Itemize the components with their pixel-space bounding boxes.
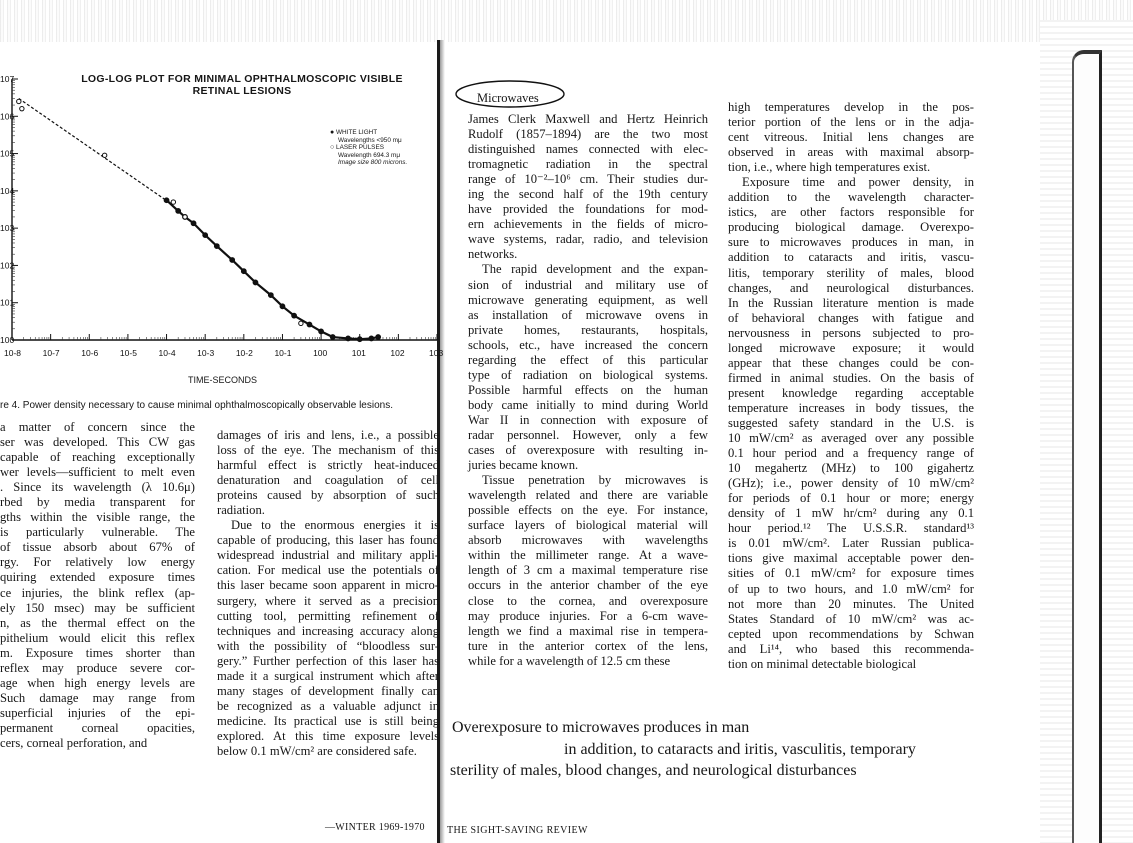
- text-line: 10 mW/cm² as averaged over any possible: [728, 431, 974, 446]
- text-line: private homes, restaurants, hospitals,: [468, 322, 708, 337]
- text-line: n, as the thermal effect on the: [0, 615, 195, 630]
- text-line: medicine. Its practical use is still being: [217, 713, 439, 728]
- text-line: this laser became soon apparent in micro-: [217, 578, 439, 593]
- text-line: present knowledge regarding acceptable: [728, 385, 974, 400]
- white-light-point: [191, 221, 196, 226]
- laser-pulse-point: [17, 99, 21, 103]
- text-line: damages of iris and lens, i.e., a possible: [217, 428, 439, 442]
- trend-line-solid: [167, 200, 379, 339]
- laser-pulse-point: [20, 106, 24, 110]
- text-line: techniques and increasing accuracy along: [217, 623, 439, 638]
- text-line: capable of producing, this laser has found: [217, 533, 439, 548]
- text-line: schools, etc., have increased the concern: [468, 337, 708, 352]
- text-line: temperature increases in body tissues, the: [728, 400, 974, 415]
- white-light-point: [214, 244, 219, 249]
- x-tick-label: 10-2: [235, 348, 253, 358]
- y-tick-label: 101: [0, 297, 15, 308]
- page-edge-right: [1072, 50, 1102, 843]
- text-line: hour period.¹² The U.S.S.R. standard¹³: [728, 521, 974, 536]
- text-line: surface layers of biological material will: [468, 518, 708, 533]
- text-line: rgy. For relatively low energy: [0, 555, 195, 570]
- text-line: observed in areas with maximal absorp-: [728, 145, 974, 160]
- text-line: occurs in the anterior chamber of the eye: [468, 578, 708, 593]
- section-heading: Microwaves: [477, 91, 539, 105]
- text-line: of up to two hours, and 1.0 mW/cm² for: [728, 581, 974, 596]
- text-line: tromagnetic radiation in the spectral: [468, 157, 708, 172]
- text-line: permanent corneal opacities,: [0, 720, 195, 735]
- text-line: 10 megahertz (MHz) to 100 gigahertz: [728, 461, 974, 476]
- y-tick-label: 107: [0, 74, 15, 84]
- text-line: War II in connection with exposure of: [468, 412, 708, 427]
- text-line: radiation.: [217, 503, 265, 518]
- x-tick-label: 10-6: [81, 348, 99, 358]
- text-line: rbed by media transparent for: [0, 495, 195, 510]
- text-line: superficial injuries of the epi-: [0, 705, 195, 720]
- text-line: Exposure time and power density, in: [742, 175, 974, 190]
- text-line: ser was developed. This CW gas: [0, 435, 195, 450]
- text-line: of behavioral changes with fatigue and: [728, 310, 974, 325]
- y-tick-label: 106: [0, 111, 15, 122]
- white-light-point: [268, 293, 273, 298]
- text-line: ing the second half of the 19th century: [468, 187, 708, 202]
- text-line: be recognized as a valuable adjunct in: [217, 698, 439, 713]
- figure-caption: re 4. Power density necessary to cause minimal ophthalmoscopically observable lesions.: [0, 400, 393, 411]
- text-line: terior portion of the lens or in the adja-: [728, 115, 974, 130]
- text-line: States Standard of 10 mW/cm² was ac-: [728, 611, 974, 626]
- text-line: for periods of 0.1 hour or more; energy: [728, 491, 974, 506]
- footer-left: —WINTER 1969-1970: [325, 822, 425, 833]
- x-tick-label: 103: [429, 348, 444, 358]
- text-line: age when high energy levels are: [0, 675, 195, 690]
- x-tick-label: 100: [313, 348, 328, 358]
- x-tick-label: 10-8: [4, 348, 22, 358]
- text-line: sure to microwaves produces in man, in: [728, 235, 974, 250]
- legend-item-laser: ○ LASER PULSES: [330, 144, 384, 151]
- text-line: juries became known.: [468, 458, 579, 473]
- x-tick-label: 10-1: [274, 348, 292, 358]
- text-line: made it a surgical instrument which after: [217, 668, 439, 683]
- text-line: not more than 20 minutes. The United: [728, 596, 974, 611]
- text-line: widespread industrial and military appli-: [217, 548, 439, 563]
- right-page-column-2: [728, 100, 974, 672]
- text-line: cepted upon recommendations by Schwan: [728, 626, 974, 641]
- x-tick-label: 10-7: [42, 348, 60, 358]
- middle-column-text: [217, 428, 439, 759]
- text-line: harmful effect is strictly heat-induced: [217, 458, 439, 473]
- text-line: tions give maximal acceptable power den-: [728, 551, 974, 566]
- text-line: may produce injuries. For a 6-cm wave-: [468, 608, 708, 623]
- text-line: Such damage may range from: [0, 690, 195, 705]
- legend-item-white-light: ● WHITE LIGHT: [330, 129, 378, 136]
- text-line: range of 10⁻²–10⁶ cm. Their studies dur-: [468, 172, 708, 187]
- text-line: type of radiation on biological systems.: [468, 367, 708, 382]
- text-line: explored. At this time exposure levels: [217, 728, 439, 743]
- text-line: producing biological damage. Overexpo-: [728, 220, 974, 235]
- text-line: within the millimeter range. At a wave-: [468, 548, 708, 563]
- white-light-point: [164, 198, 169, 203]
- text-line: nervousness in persons subjected to pro-: [728, 325, 974, 340]
- y-tick-label: 105: [0, 148, 15, 159]
- text-line: surgery, where it served as a precision: [217, 593, 439, 608]
- text-line: regarding the effect of this particular: [468, 352, 708, 367]
- text-line: possible effects on the eye. For instance,: [468, 503, 708, 518]
- white-light-point: [203, 233, 208, 238]
- text-line: distinguished names connected with elec-: [468, 142, 708, 157]
- laser-pulse-point: [171, 200, 175, 204]
- x-tick-label: 10-3: [197, 348, 215, 358]
- text-line: wavelength related and there are variable: [468, 488, 708, 503]
- right-page-column-1: [468, 112, 708, 669]
- legend-note: Image size 800 microns.: [338, 159, 408, 166]
- text-line: ture in the anterior cortex of the lens,: [468, 638, 708, 653]
- y-tick-label: 104: [0, 185, 15, 196]
- text-line: 0.1 hour period and a frequency range of: [728, 446, 974, 461]
- text-line: cutting tool, permitting refinement of: [217, 608, 439, 623]
- text-line: cation. For medical use the potentials of: [217, 563, 439, 578]
- text-line: wave systems, radar, radio, and television: [468, 232, 708, 247]
- text-line: a matter of concern since the: [0, 420, 195, 434]
- text-line: capable of reaching exceptionally: [0, 450, 195, 465]
- x-tick-label: 10-4: [158, 348, 176, 358]
- text-line: addition to cataracts and iritis, vascu-: [728, 250, 974, 265]
- text-line: radar personnel. However, only a few: [468, 427, 708, 442]
- x-axis-label: TIME-SECONDS: [188, 375, 258, 385]
- text-line: Rudolf (1857–1894) are the two most: [468, 127, 708, 142]
- text-line: absorb microwaves with wavelengths: [468, 533, 708, 548]
- laser-pulse-point: [102, 153, 106, 157]
- text-line: networks.: [468, 247, 518, 262]
- legend-detail-laser: Wavelength 694.3 mμ: [338, 151, 401, 159]
- text-line: gery.” Further perfection of this laser has: [217, 653, 439, 668]
- laser-pulse-point: [183, 215, 187, 219]
- log-log-chart: [0, 65, 445, 395]
- laser-pulse-point: [299, 321, 303, 325]
- text-line: tion, i.e., where high temperatures exist.: [728, 160, 931, 175]
- y-tick-label: 100: [0, 335, 15, 345]
- text-line: changes, and neurological disturbances.: [728, 280, 974, 295]
- text-line: length we find a maximal rise in tempera-: [468, 623, 708, 638]
- text-line: ern achievements in the fields of micro-: [468, 217, 708, 232]
- x-tick-label: 10-5: [119, 348, 137, 358]
- text-line: addition to the wavelength character-: [728, 190, 974, 205]
- text-line: Possible harmful effects on the human: [468, 382, 708, 397]
- white-light-point: [307, 322, 312, 327]
- text-line: microwave generating equipment, as well: [468, 292, 708, 307]
- y-tick-label: 102: [0, 260, 15, 271]
- chart-legend: [330, 129, 407, 167]
- x-tick-label: 102: [390, 348, 405, 358]
- text-line: while for a wavelength of 12.5 cm these: [468, 653, 671, 668]
- legend-detail-white-light: Wavelengths <950 mμ: [338, 136, 402, 144]
- text-line: cers, corneal perforation, and: [0, 735, 148, 750]
- text-line: appear that these changes could be con-: [728, 355, 974, 370]
- footer-right: THE SIGHT-SAVING REVIEW: [447, 825, 588, 836]
- text-line: cent vitreous. Initial lens changes are: [728, 130, 974, 145]
- text-line: quiring extended exposure times: [0, 570, 195, 585]
- text-line: sities of 0.1 mW/cm² for exposure times: [728, 566, 974, 581]
- text-line: The rapid development and the expan-: [482, 262, 708, 277]
- text-line: denaturation and coagulation of cell: [217, 473, 439, 488]
- trend-line-dashed: [19, 98, 170, 202]
- pull-quote: Overexposure to microwaves produces in man in addition, to cataracts and iritis, vasculitis, temporary sterility of males, blood changes, and neurological disturbances: [450, 719, 916, 779]
- white-light-point: [376, 335, 381, 340]
- text-line: gths within the visible range, the: [0, 510, 195, 525]
- text-line: litis, temporary sterility of males, blood: [728, 265, 974, 280]
- text-line: many stages of development finally can: [217, 683, 439, 698]
- text-line: loss of the eye. The mechanism of this: [217, 443, 439, 458]
- text-line: length of 3 cm a maximal temperature rise: [468, 563, 708, 578]
- text-line: and Li¹⁴, who based this recommenda-: [728, 641, 974, 656]
- chart-title: LOG-LOG PLOT FOR MINIMAL OPHTHALMOSCOPIC VISIBLE RETINAL LESIONS: [81, 73, 403, 97]
- text-line: ely 150 msec) may be sufficient: [0, 600, 195, 615]
- text-line: firmed in animal studies. On the basis of: [728, 370, 974, 385]
- text-line: sion of industrial and military use of: [468, 277, 708, 292]
- text-line: (GHz); i.e., power density of 10 mW/cm²: [728, 476, 974, 491]
- y-tick-label: 103: [0, 223, 15, 234]
- white-light-point: [357, 337, 362, 342]
- text-line: have provided the foundations for mod-: [468, 202, 708, 217]
- text-line: is particularly vulnerable. The: [0, 525, 195, 540]
- text-line: as installation of microwave ovens in: [468, 307, 708, 322]
- text-line: istics, are other factors responsible for: [728, 205, 974, 220]
- text-line: ce injuries, the blink reflex (ap-: [0, 585, 195, 600]
- text-line: tion on minimal detectable biological: [728, 656, 917, 671]
- white-light-point: [369, 336, 374, 341]
- white-light-point: [280, 304, 285, 309]
- text-line: of tissue absorb about 67% of: [0, 540, 195, 555]
- white-light-point: [330, 335, 335, 340]
- text-line: pithelium would elicit this reflex: [0, 630, 195, 645]
- text-line: Due to the enormous energies it is: [231, 518, 439, 533]
- text-line: Tissue penetration by microwaves is: [482, 473, 708, 488]
- text-line: body came initially to mind during World: [468, 397, 708, 412]
- text-line: suggested safety standard in the U.S. is: [728, 415, 974, 430]
- text-line: below 0.1 mW/cm² are considered safe.: [217, 743, 417, 758]
- white-light-point: [346, 336, 351, 341]
- white-light-point: [241, 269, 246, 274]
- text-line: with the possibility of “bloodless sur-: [217, 638, 439, 653]
- text-line: close to the cornea, and overexposure: [468, 593, 708, 608]
- text-line: cases of overexposure with resulting in-: [468, 443, 708, 458]
- text-line: is 0.01 mW/cm². Later Russian publica-: [728, 536, 974, 551]
- text-line: . Since its wavelength (λ 10.6μ): [0, 480, 195, 495]
- text-line: James Clerk Maxwell and Hertz Heinrich: [468, 112, 708, 126]
- x-tick-label: 101: [351, 348, 366, 358]
- text-line: longed microwave exposure; it would: [728, 340, 974, 355]
- text-line: wer levels—sufficient to melt even: [0, 465, 195, 480]
- text-line: In the Russian literature mention is made: [728, 295, 974, 310]
- white-light-point: [292, 313, 297, 318]
- left-column-text: [0, 420, 195, 751]
- white-light-point: [253, 280, 258, 285]
- white-light-point: [230, 258, 235, 263]
- text-line: m. Exposure times shorter than: [0, 645, 195, 660]
- scan-noise-top: [0, 0, 1133, 42]
- text-line: reflex may produce severe cor-: [0, 660, 195, 675]
- white-light-point: [319, 329, 324, 334]
- text-line: density of 1 mW hr/cm² during any 0.1: [728, 506, 974, 521]
- text-line: high temperatures develop in the pos-: [728, 100, 974, 114]
- white-light-point: [176, 209, 181, 214]
- text-line: proteins caused by absorption of such: [217, 488, 439, 503]
